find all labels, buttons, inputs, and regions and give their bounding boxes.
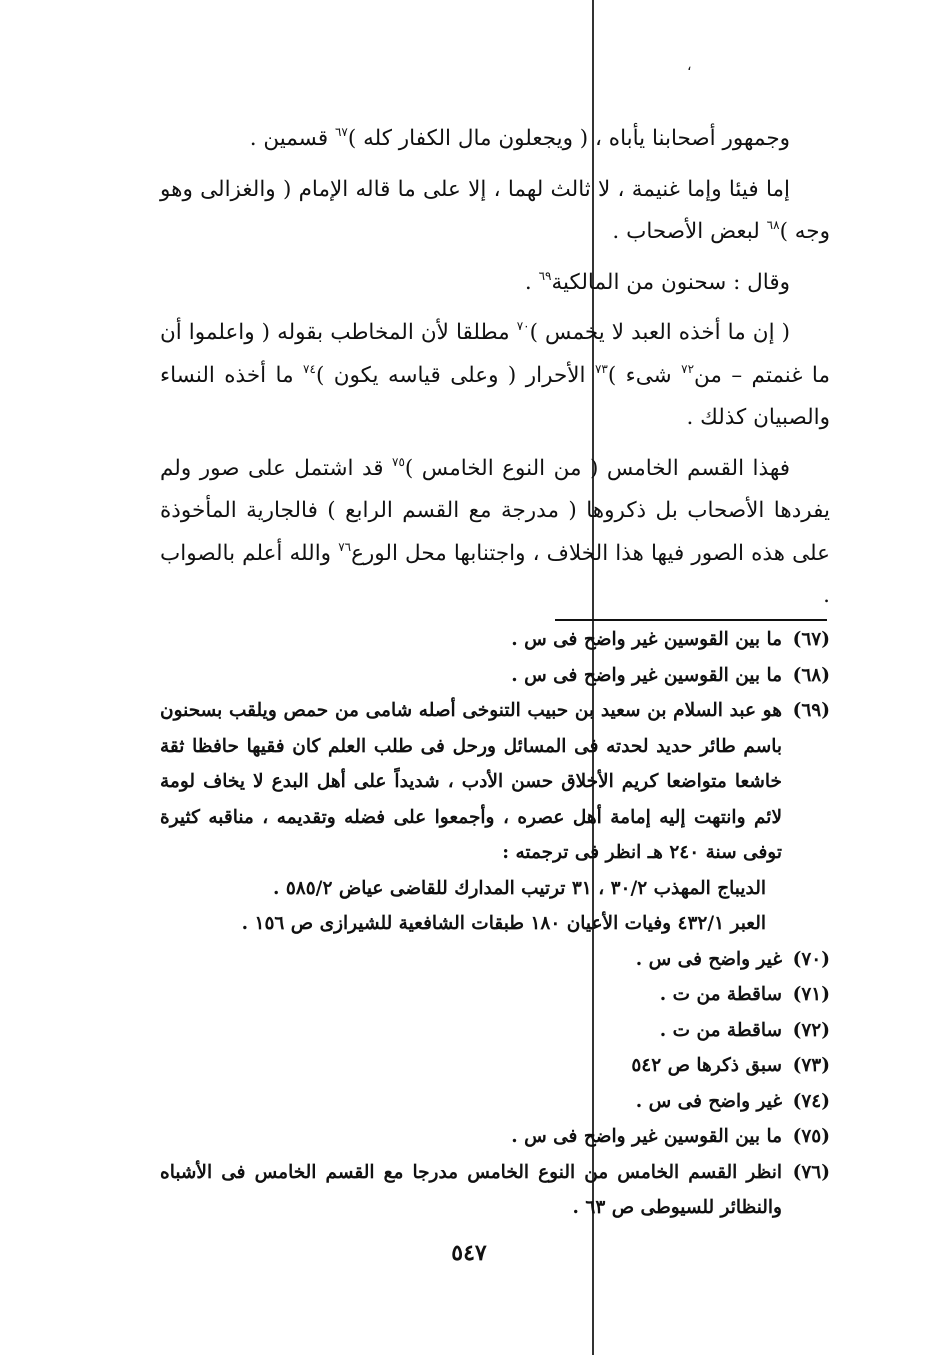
paragraph-text: قد اشتمل على صور ولم يفردها الأصحاب بل ذكروها ( مدرجة مع القسم الرابع ) فالجارية المأخوذة على هذه الصور فيها هذا الخلاف ، واجتنابها محل الورع — [160, 455, 830, 566]
footnote — [160, 1084, 830, 1120]
footnote-number: (٧١) — [792, 984, 830, 1005]
footnote — [160, 1119, 830, 1155]
footnote — [160, 942, 830, 978]
footnote-text: ما بين القوسين غير واضح فى س . — [511, 1126, 782, 1147]
paragraph — [160, 312, 830, 440]
page-speck: ، — [687, 58, 692, 74]
paragraph-text: مطلقا لأن المخاطب بقوله ( واعلموا أن ما غنمتم – من — [160, 320, 830, 388]
footnote-number: (٧٣) — [792, 1055, 830, 1076]
footnote-ref: ٧٦ — [338, 539, 352, 554]
footnote-number: (٧٠) — [792, 948, 830, 970]
footnote-reference-line: الديباج المهذب ٣٠/٢ ، ٣١ ترتيب المدارك للقاضى عياض ٥٨٥/٢ . — [272, 877, 766, 899]
main-text — [160, 118, 830, 626]
footnote-ref: ٦٩ — [538, 268, 552, 283]
footnote-number: (٦٩) — [792, 700, 830, 721]
paragraph — [160, 262, 830, 305]
footnote-ref: ٦٨ — [766, 218, 780, 232]
paragraph-text: قسمين . — [249, 126, 335, 151]
footnote-ref: ٧٠ — [516, 319, 530, 333]
footnote-ref: ٧٥ — [392, 454, 405, 469]
footnote-number: (٦٨) — [792, 664, 830, 686]
footnote-text: ساقطة من ت . — [659, 984, 782, 1005]
footnote-text: ما بين القوسين غير واضح فى س . — [511, 664, 782, 686]
footnote-text: سبق ذكرها ص ٥٤٢ — [631, 1055, 782, 1076]
footnote-ref: ٧٢ — [681, 361, 695, 376]
footnote-number: (٧٤) — [792, 1090, 830, 1112]
paragraph-text: فهذا القسم الخامس ( من النوع الخامس ) — [404, 455, 791, 481]
footnote — [160, 1155, 830, 1226]
paragraph — [160, 169, 830, 254]
footnote-reference-line: العبر ٤٣٢/١ وفيات الأعيان ١٨٠ طبقات الشافعية للشيرازى ص ١٥٦ . — [241, 913, 766, 934]
footnote-text: ما بين القوسين غير واضح فى س . — [511, 629, 782, 650]
footnote-text: ساقطة من ت . — [659, 1019, 782, 1041]
paragraph-text: وقال : سحنون من المالكية — [551, 269, 790, 295]
paragraph-text: إما فيئا وإما غنيمة ، لا ثالث لهما ، إلا على ما قاله الإمام ( والغزالى وهو وجه ) — [160, 176, 830, 244]
footnote-ref: ٧٤ — [303, 361, 316, 376]
footnote-separator — [555, 619, 827, 621]
footnote-number: (٧٦) — [792, 1161, 830, 1183]
footnotes — [160, 622, 830, 1226]
paragraph-text: الأحرار ( وعلى قياسه يكون ) — [315, 362, 595, 388]
page-number: ٥٤٧ — [451, 1240, 487, 1266]
footnote — [160, 1013, 830, 1049]
footnote-text: غير واضح فى س . — [635, 1090, 782, 1112]
footnote — [160, 693, 830, 942]
footnote-text: انظر القسم الخامس من النوع الخامس مدرجا مع القسم الخامس فى الأشباه والنظائر للسيوطى ص ٦٣ . — [160, 1161, 782, 1218]
footnote — [160, 658, 830, 694]
paragraph — [160, 118, 830, 161]
paragraph-text: وجمهور أصحابنا يأباه ، ( ويجعلون مال الكفار كله ) — [347, 126, 790, 151]
footnote — [160, 1048, 830, 1084]
paragraph-text: لبعض الأصحاب . — [612, 219, 767, 244]
footnote-number: (٧٢) — [792, 1019, 830, 1041]
paragraph-text: . — [524, 269, 539, 295]
footnote-text: غير واضح فى س . — [635, 948, 782, 970]
footnote-ref: ٧٣ — [594, 361, 608, 376]
footnote-number: (٦٧) — [792, 629, 830, 650]
paragraph-text: ( إن ما أخذه العبد لا يخمس ) — [529, 320, 790, 345]
paragraph-text: ما أخذه النساء والصبيان كذلك . — [160, 362, 830, 430]
paragraph-text: شىء ) — [607, 362, 682, 388]
footnote — [160, 977, 830, 1013]
paragraph-text: والله أعلم بالصواب . — [160, 540, 830, 608]
footnote — [160, 622, 830, 658]
paragraph — [160, 448, 830, 618]
footnote-number: (٧٥) — [792, 1126, 830, 1147]
footnote-text: هو عبد السلام بن سعيد بن حبيب التنوخى أصله شامى من حمص ويلقب بسحنون باسم طائر حديد لحدته فى المسائل ورحل فى طلب العلم كان فقيها حافظا ثقة خاشعا متواضعا كريم الأخلاق حسن الأدب ، شديداً على أهل البدع لا يخاف لومة لائم وانتهت إليه إمامة أهل عصره ، وأجمعوا على فضله وتقديمه ، مناقبه كثيرة توفى سنة ٢٤٠ هـ انظر فى ترجمته : — [160, 700, 782, 863]
footnote-ref: ٦٧ — [334, 125, 348, 139]
